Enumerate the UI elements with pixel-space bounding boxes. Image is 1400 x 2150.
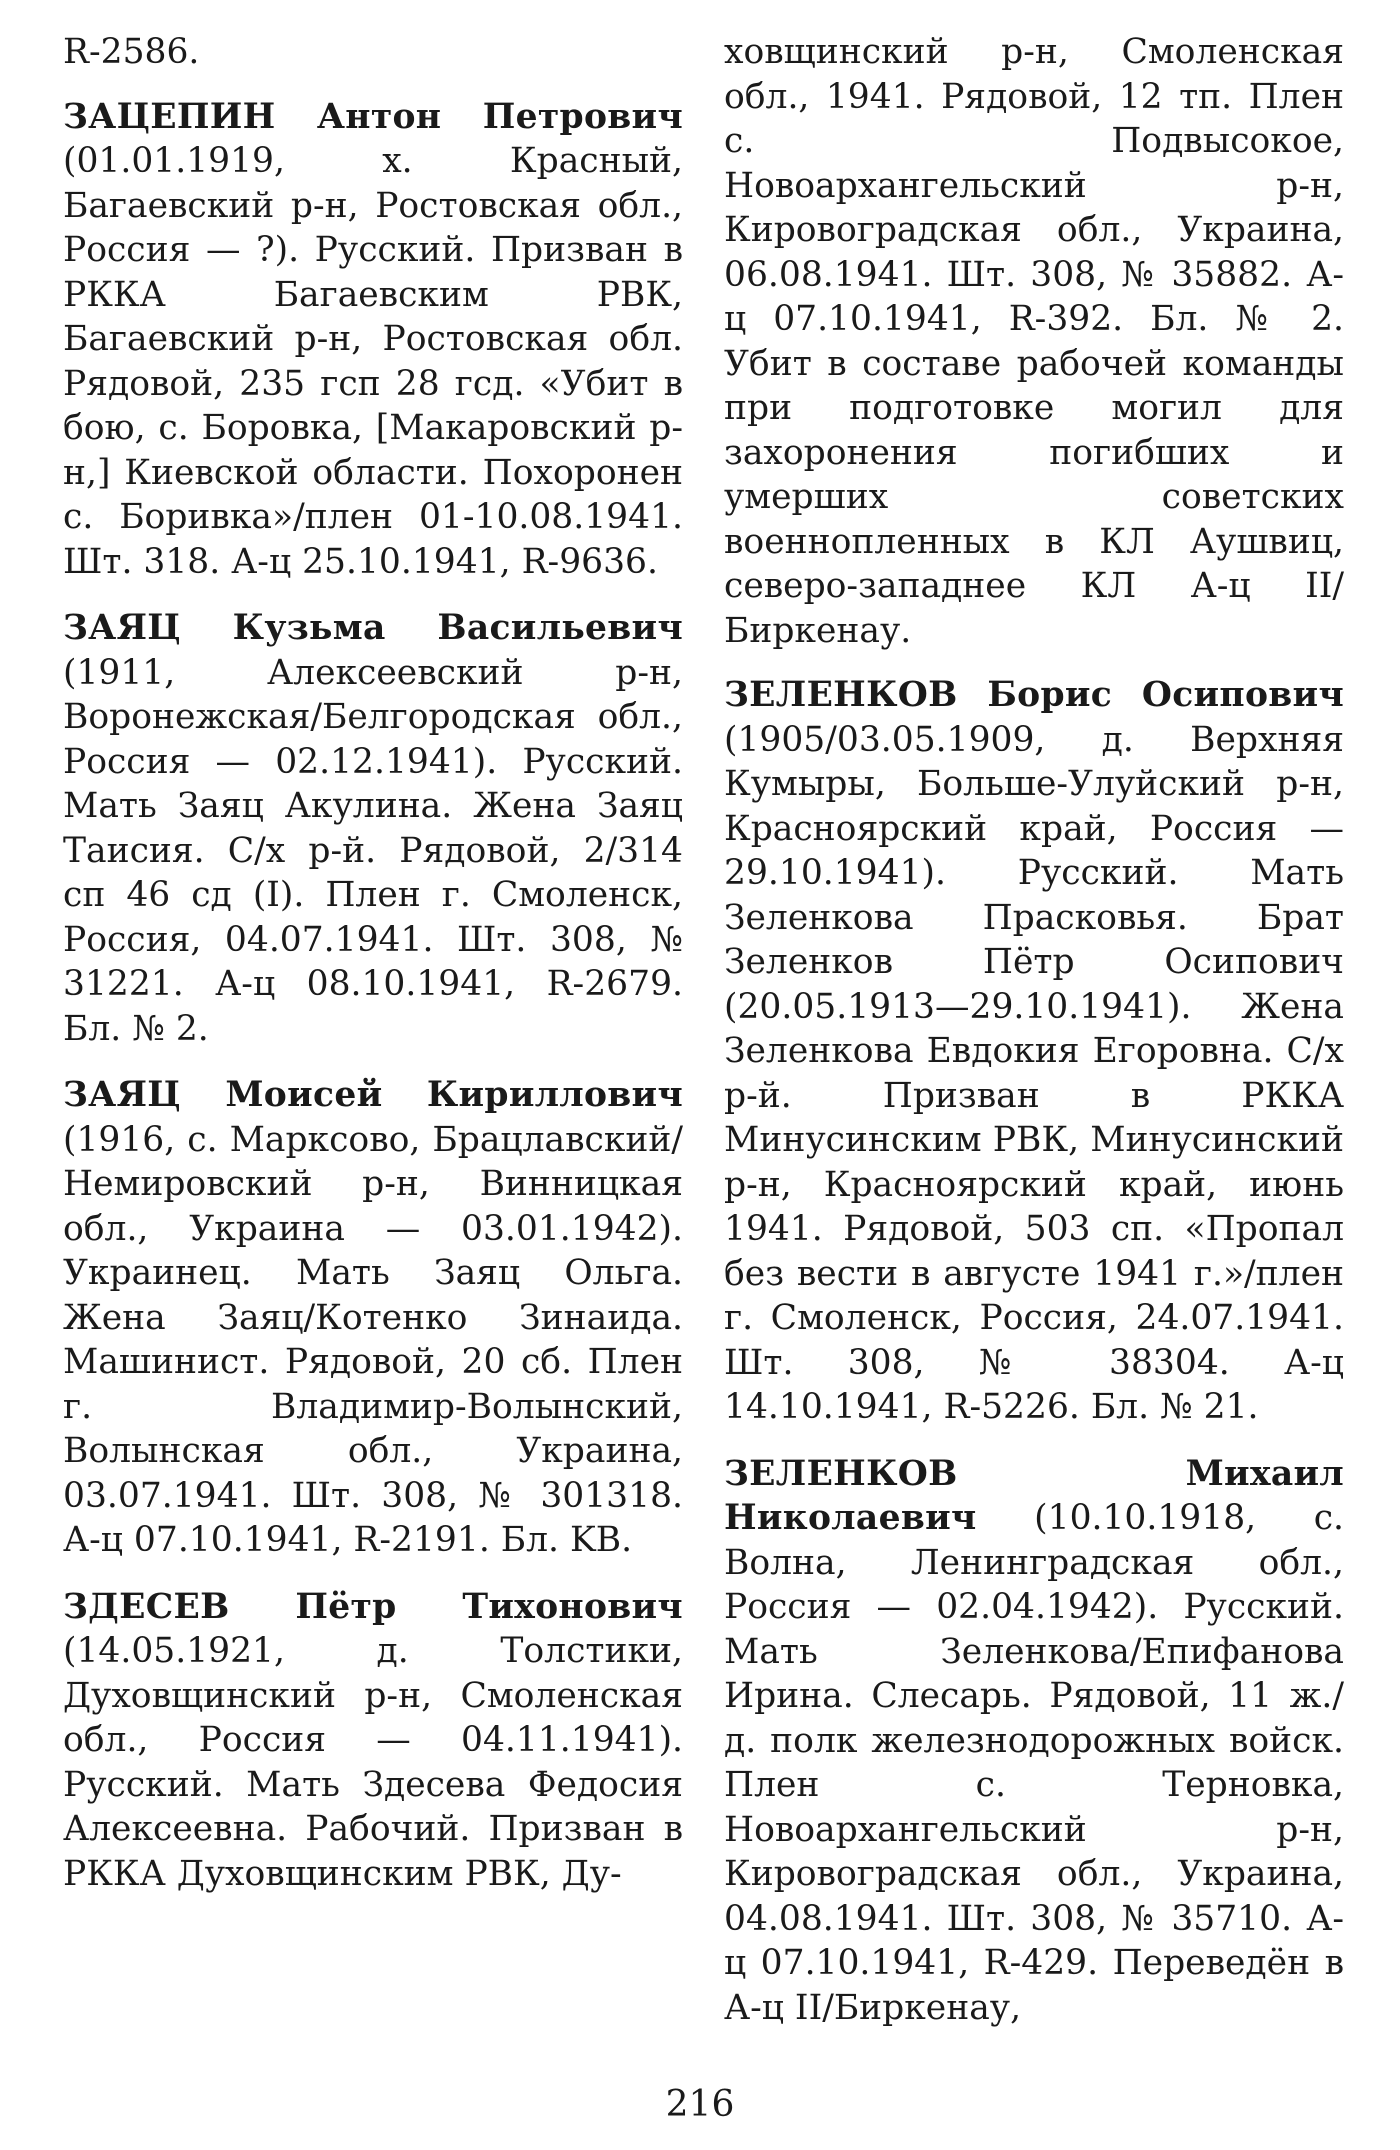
- page-number: 216: [665, 2084, 735, 2125]
- entry-text: (1905/03.05.1909, д. Верхняя Кумыры, Больше-Улуйский р-н, Красноярский край, Россия — 29.10.1941). Русский. Мать Зеленкова Прасковья. Брат Зеленков Пётр Осипович (20.05.1913—29.10.1941). Жена Зеленкова Евдокия Егоровна. С/х р-й. Призван в РККА Минусинским РВК, Минусинский р-н, Красноярский край, июнь 1941. Рядовой, 503 сп. «Пропал без вести в августе 1941 г.»/плен г. Смоленск, Россия, 24.07.1941. Шт. 308, № 38304. А-ц 14.10.1941, R-5226. Бл. № 21.: [724, 719, 1344, 1427]
- biography-entry: [63, 1585, 683, 1897]
- right-column: [724, 30, 1344, 2052]
- entry-text: (10.10.1918, с. Волна, Ленинградская обл., Россия — 02.04.1942). Русский. Мать Зеленкова/Епифанова Ирина. Слесарь. Рядовой, 11 ж./д. полк железнодорожных войск. Плен с. Терновка, Новоархангельский р-н, Кировоградская обл., Украина, 04.08.1941. Шт. 308, № 35710. А-ц 07.10.1941, R-429. Переведён в А-ц II/Биркенау,: [724, 1498, 1344, 2028]
- biography-entry: [724, 673, 1344, 1430]
- biography-entry: [63, 606, 683, 1051]
- entry-name: ЗАЯЦ Моисей Кириллович: [63, 1075, 683, 1115]
- continued-text: ховщинский р-н, Смоленская обл., 1941. Рядовой, 12 тп. Плен с. Подвысокое, Новоархангельский р-н, Кировоградская обл., Украина, 06.08.1941. Шт. 308, № 35882. А-ц 07.10.1941, R-392. Бл. № 2. Убит в составе рабочей команды при подготовке могил для захоронения погибших и умерших советских военнопленных в КЛ Аушвиц, северо-западнее КЛ А-ц II/Биркенау.: [724, 32, 1344, 651]
- entry-text: (1916, с. Марксово, Брацлавский/Немировский р-н, Винницкая обл., Украина — 03.01.1942). Украинец. Мать Заяц Ольга. Жена Заяц/Котенко Зинаида. Машинист. Рядовой, 20 сб. Плен г. Владимир-Волынский, Волынская обл., Украина, 03.07.1941. Шт. 308, № 301318. А-ц 07.10.1941, R-2191. Бл. KB.: [63, 1119, 683, 1560]
- entry-text: (01.01.1919, х. Красный, Багаевский р-н, Ростовская обл., Россия — ?). Русский. Призван в РККА Багаевским РВК, Багаевский р-н, Ростовская обл. Рядовой, 235 гсп 28 гсд. «Убит в бою, с. Боровка, [Макаровский р-н,] Киевской области. Похоронен с. Боривка»/плен 01-10.08.1941. Шт. 318. А-ц 25.10.1941, R-9636.: [63, 141, 683, 582]
- entry-name: ЗАЯЦ Кузьма Васильевич: [63, 608, 683, 648]
- entry-name: ЗДЕСЕВ Пётр Тихонович: [63, 1586, 683, 1627]
- biography-entry: [724, 1452, 1344, 2031]
- continued-text: R-2586.: [63, 32, 200, 72]
- entry-name: ЗЕЛЕНКОВ Михаил Николаевич: [724, 1453, 1344, 1538]
- entry-text: (1911, Алексеевский р-н, Воронежская/Белгородская обл., Россия — 02.12.1941). Русский. Мать Заяц Акулина. Жена Заяц Таисия. С/х р-й. Рядовой, 2/314 сп 46 сд (I). Плен г. Смоленск, Россия, 04.07.1941. Шт. 308, № 31221. А-ц 08.10.1941, R-2679. Бл. № 2.: [63, 652, 683, 1049]
- biography-entry: [63, 95, 683, 585]
- left-column: [63, 30, 683, 1918]
- entry-name: ЗЕЛЕНКОВ Борис Осипович: [724, 675, 1344, 715]
- entry-name: ЗАЦЕПИН Антон Петрович: [63, 96, 683, 137]
- biography-entry: [63, 1073, 683, 1563]
- entry-text: (14.05.1921, д. Толстики, Духовщинский р-н, Смоленская обл., Россия — 04.11.1941). Русский. Мать Здесева Федосия Алексеевна. Рабочий. Призван в РККА Духовщинским РВК, Ду-: [63, 1631, 683, 1894]
